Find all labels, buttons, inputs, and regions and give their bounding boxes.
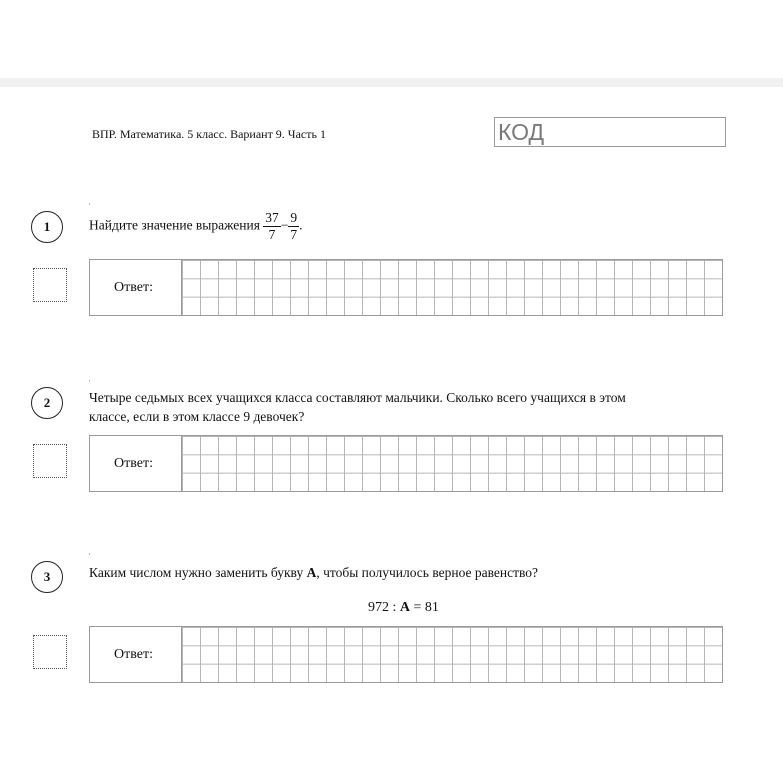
fraction-2-denominator: 7: [290, 227, 298, 242]
equation: [368, 600, 439, 616]
question-number-2: 2: [31, 387, 63, 419]
equation-right: = 81: [410, 600, 439, 615]
question-3-text-after: , чтобы получилось верное равенство?: [316, 565, 539, 580]
page-header: ВПР. Математика. 5 класс. Вариант 9. Часть 1: [92, 127, 326, 141]
answer-grid[interactable]: [182, 436, 722, 491]
fraction-2-numerator: 9: [290, 210, 298, 225]
code-field[interactable]: КОД: [494, 117, 726, 147]
question-3-text-before: Каким числом нужно заменить букву: [89, 565, 307, 580]
answer-label: Ответ:: [90, 260, 182, 315]
question-number-1: 1: [31, 211, 63, 243]
question-1-end: .: [299, 217, 303, 233]
question-2-line-1: Четыре седьмых всех учащихся класса составляют мальчики. Сколько всего учащихся в этом: [89, 390, 626, 405]
equation-left: 972 :: [368, 600, 400, 615]
answer-row-3[interactable]: [89, 626, 723, 683]
fraction-2: [288, 210, 299, 243]
answer-label: Ответ:: [90, 627, 182, 682]
answer-grid[interactable]: [182, 260, 722, 315]
question-3-text-bold: А: [306, 565, 317, 580]
answer-row-2[interactable]: [89, 435, 723, 492]
fraction-1: [263, 210, 281, 243]
fraction-1-denominator: 7: [268, 227, 276, 242]
fraction-1-numerator: 37: [265, 210, 279, 225]
question-1-label: Найдите значение выражения: [89, 217, 260, 233]
margin-tick: [89, 553, 90, 555]
minus-operator: −: [280, 217, 289, 233]
question-number-3: 3: [31, 561, 63, 593]
question-2-line-2: классе, если в этом классе 9 девочек?: [89, 409, 305, 424]
question-3-text: [89, 563, 538, 582]
answer-row-1[interactable]: [89, 259, 723, 316]
equation-variable: А: [399, 600, 411, 615]
answer-grid[interactable]: [182, 627, 722, 682]
score-box-1[interactable]: [33, 268, 67, 302]
top-bar: [0, 78, 783, 87]
score-box-2[interactable]: [33, 444, 67, 478]
question-2-text: [89, 388, 626, 426]
question-1-text: [89, 210, 303, 243]
margin-tick: [89, 380, 90, 382]
answer-label: Ответ:: [90, 436, 182, 491]
margin-tick: [89, 203, 90, 205]
score-box-3[interactable]: [33, 635, 67, 669]
